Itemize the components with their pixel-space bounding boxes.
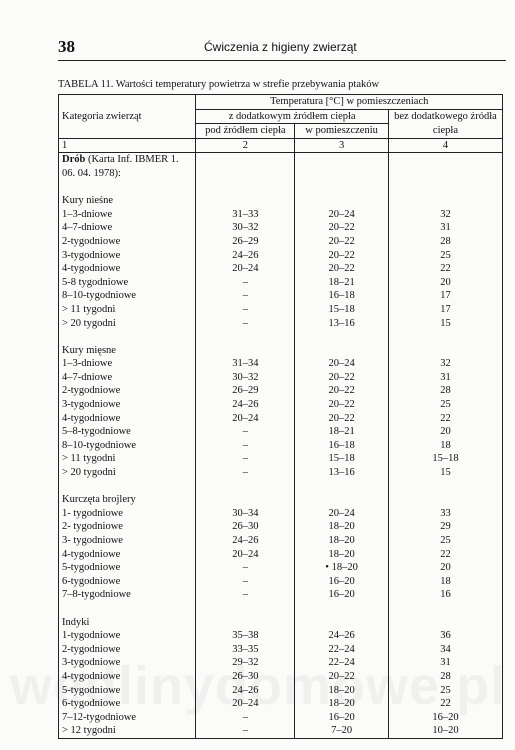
value-cell-c3	[295, 344, 389, 358]
row-label: 4–7-dniowe	[62, 371, 113, 383]
table-row	[59, 235, 503, 249]
value-cell-c2: 33–35	[196, 643, 295, 657]
value-cell-c4	[388, 194, 502, 208]
value-cell-c4: 15	[388, 317, 502, 331]
table-row	[59, 167, 503, 181]
value-cell-c2: 30–34	[196, 507, 295, 521]
value-cell-c4: 31	[388, 221, 502, 235]
row-category-cell	[59, 602, 196, 616]
value-cell-c2: 31–33	[196, 208, 295, 222]
value-cell-c2: 20–24	[196, 697, 295, 711]
column-number-3: 3	[295, 138, 389, 153]
row-category-cell	[59, 153, 196, 167]
value-cell-c3: 20–22	[295, 262, 389, 276]
table-row	[59, 276, 503, 290]
row-category-cell	[59, 480, 196, 494]
value-cell-c4: 20	[388, 561, 502, 575]
value-cell-c2: –	[196, 575, 295, 589]
value-cell-c2: 24–26	[196, 534, 295, 548]
row-label: 3-tygodniowe	[62, 399, 121, 411]
value-cell-c3: 22–24	[295, 643, 389, 657]
value-cell-c4	[388, 181, 502, 195]
table-row	[59, 493, 503, 507]
value-cell-c3: 15–18	[295, 452, 389, 466]
running-head: Ćwiczenia z higieny zwierząt	[204, 40, 357, 54]
value-cell-c4: 18	[388, 575, 502, 589]
row-label: 3-tygodniowe	[62, 249, 121, 261]
value-cell-c4: 20	[388, 425, 502, 439]
value-cell-c4: 22	[388, 412, 502, 426]
row-category-cell	[59, 588, 196, 602]
row-category-cell	[59, 194, 196, 208]
row-label: Indyki	[62, 616, 90, 628]
value-cell-c2	[196, 167, 295, 181]
value-cell-c3: 20–24	[295, 208, 389, 222]
row-category-cell	[59, 412, 196, 426]
value-cell-c2: 24–26	[196, 249, 295, 263]
table-row	[59, 466, 503, 480]
row-label: 7–12-tygodniowe	[62, 711, 137, 723]
table-row	[59, 303, 503, 317]
row-category-cell	[59, 262, 196, 276]
value-cell-c4: 25	[388, 534, 502, 548]
column-number-1: 1	[59, 138, 196, 153]
value-cell-c4	[388, 167, 502, 181]
value-cell-c2: 35–38	[196, 629, 295, 643]
row-category-cell	[59, 684, 196, 698]
table-row	[59, 561, 503, 575]
value-cell-c4: 15	[388, 466, 502, 480]
value-cell-c2: –	[196, 724, 295, 738]
value-cell-c4: 17	[388, 289, 502, 303]
row-label: 2-tygodniowe	[62, 385, 121, 397]
value-cell-c3: 16–20	[295, 575, 389, 589]
value-cell-c2	[196, 493, 295, 507]
value-cell-c3: 18–20	[295, 684, 389, 698]
table-row	[59, 711, 503, 725]
table-row	[59, 684, 503, 698]
value-cell-c2: –	[196, 317, 295, 331]
value-cell-c2	[196, 616, 295, 630]
value-cell-c3	[295, 181, 389, 195]
row-category-cell	[59, 670, 196, 684]
value-cell-c3: 16–20	[295, 711, 389, 725]
row-category-cell	[59, 507, 196, 521]
value-cell-c3	[295, 194, 389, 208]
row-label: 3- tygodniowe	[62, 535, 123, 546]
value-cell-c4: 25	[388, 684, 502, 698]
value-cell-c2	[196, 330, 295, 344]
value-cell-c4: 25	[388, 398, 502, 412]
table-row	[59, 643, 503, 657]
row-category-cell	[59, 398, 196, 412]
row-category-cell	[59, 534, 196, 548]
row-category-cell	[59, 548, 196, 562]
row-label: > 20 tygodni	[62, 317, 116, 329]
value-cell-c3: 20–22	[295, 398, 389, 412]
value-cell-c2	[196, 181, 295, 195]
row-category-cell	[59, 697, 196, 711]
value-cell-c2: –	[196, 711, 295, 725]
value-cell-c2: 30–32	[196, 371, 295, 385]
table-row	[59, 412, 503, 426]
value-cell-c3	[295, 480, 389, 494]
table-row	[59, 398, 503, 412]
row-label: 5-8 tygodniowe	[62, 276, 129, 288]
table-row	[59, 588, 503, 602]
value-cell-c4: 33	[388, 507, 502, 521]
value-cell-c4: 31	[388, 656, 502, 670]
row-category-cell	[59, 167, 196, 181]
row-label: > 11 tygodni	[62, 303, 116, 315]
value-cell-c3: 20–22	[295, 221, 389, 235]
value-cell-c2: 20–24	[196, 262, 295, 276]
value-cell-c3: 20–22	[295, 670, 389, 684]
column-number-2: 2	[196, 138, 295, 153]
value-cell-c4: 36	[388, 629, 502, 643]
value-cell-c3	[295, 493, 389, 507]
column-number-4: 4	[388, 138, 502, 153]
value-cell-c3: 18–21	[295, 425, 389, 439]
row-category-cell	[59, 276, 196, 290]
row-label: > 12 tygodni	[62, 725, 116, 737]
row-label: > 11 tygodni	[62, 453, 116, 465]
table-row	[59, 724, 503, 738]
value-cell-c3: 20–24	[295, 357, 389, 371]
row-label: Kurczęta brojlery	[62, 494, 136, 506]
row-label: 4–7-dniowe	[62, 222, 113, 234]
value-cell-c3	[295, 167, 389, 181]
table-row	[59, 520, 503, 534]
row-category-cell	[59, 181, 196, 195]
row-label: 7–8-tygodniowe	[62, 589, 131, 601]
value-cell-c3: 13–16	[295, 466, 389, 480]
value-cell-c3: 20–22	[295, 412, 389, 426]
row-category-cell	[59, 235, 196, 249]
value-cell-c2: 26–30	[196, 670, 295, 684]
value-cell-c2: 26–30	[196, 520, 295, 534]
row-label: Kury nieśne	[62, 195, 114, 207]
row-label: > 20 tygodni	[62, 467, 116, 479]
value-cell-c3	[295, 602, 389, 616]
value-cell-c2	[196, 602, 295, 616]
row-category-cell	[59, 221, 196, 235]
row-category-cell	[59, 575, 196, 589]
value-cell-c3: 16–18	[295, 289, 389, 303]
temperature-table	[58, 94, 503, 739]
value-cell-c2: 26–29	[196, 235, 295, 249]
row-category-cell	[59, 656, 196, 670]
table-row	[59, 656, 503, 670]
row-category-cell	[59, 344, 196, 358]
value-cell-c3: 20–22	[295, 384, 389, 398]
value-cell-c3: 24–26	[295, 629, 389, 643]
table-row	[59, 317, 503, 331]
table-row	[59, 330, 503, 344]
value-cell-c2: –	[196, 276, 295, 290]
table-row	[59, 697, 503, 711]
row-label: 4-tygodniowe	[62, 263, 121, 275]
value-cell-c3: 20–22	[295, 249, 389, 263]
value-cell-c3: 20–24	[295, 507, 389, 521]
row-label: 1–3-dniowe	[62, 208, 113, 220]
value-cell-c3: 7–20	[295, 724, 389, 738]
value-cell-c4	[388, 602, 502, 616]
table-row	[59, 153, 503, 167]
value-cell-c4: 18	[388, 439, 502, 453]
value-cell-c2: 20–24	[196, 548, 295, 562]
value-cell-c2	[196, 153, 295, 167]
table-row	[59, 439, 503, 453]
row-category-cell	[59, 493, 196, 507]
value-cell-c2: –	[196, 439, 295, 453]
value-cell-c4: 31	[388, 371, 502, 385]
table-row	[59, 194, 503, 208]
row-category-cell	[59, 439, 196, 453]
table-row	[59, 670, 503, 684]
row-category-cell	[59, 357, 196, 371]
row-category-cell	[59, 724, 196, 738]
row-label: 5–8-tygodniowe	[62, 426, 131, 438]
table-row	[59, 534, 503, 548]
row-label: 2-tygodniowe	[62, 235, 121, 247]
row-category-cell	[59, 520, 196, 534]
value-cell-c3: • 18–20	[295, 561, 389, 575]
table-row	[59, 452, 503, 466]
table-row	[59, 289, 503, 303]
value-cell-c3: 22–24	[295, 656, 389, 670]
table-row	[59, 221, 503, 235]
value-cell-c4: 32	[388, 208, 502, 222]
value-cell-c4	[388, 493, 502, 507]
row-label: 3-tygodniowe	[62, 657, 121, 669]
value-cell-c4: 22	[388, 548, 502, 562]
value-cell-c3: 20–22	[295, 371, 389, 385]
table-row	[59, 425, 503, 439]
row-label: 6-tygodniowe	[62, 698, 121, 710]
value-cell-c4: 16–20	[388, 711, 502, 725]
value-cell-c3: 18–21	[295, 276, 389, 290]
value-cell-c3: 16–20	[295, 588, 389, 602]
value-cell-c2	[196, 194, 295, 208]
row-category-cell	[59, 452, 196, 466]
table-row	[59, 208, 503, 222]
value-cell-c4: 16	[388, 588, 502, 602]
value-cell-c4: 25	[388, 249, 502, 263]
value-cell-c2: –	[196, 561, 295, 575]
value-cell-c4	[388, 480, 502, 494]
value-cell-c3: 18–20	[295, 534, 389, 548]
value-cell-c4	[388, 616, 502, 630]
table-row	[59, 357, 503, 371]
row-label: 06. 04. 1978):	[62, 167, 121, 179]
value-cell-c3: 18–20	[295, 697, 389, 711]
value-cell-c4: 15–18	[388, 452, 502, 466]
row-category-cell	[59, 249, 196, 263]
table-row	[59, 249, 503, 263]
value-cell-c3	[295, 153, 389, 167]
row-label: 8–10-tygodniowe	[62, 439, 137, 451]
table-row	[59, 262, 503, 276]
value-cell-c4: 28	[388, 384, 502, 398]
value-cell-c2: 31–34	[196, 357, 295, 371]
header-without-heat-source: bez dodatkowego źródła ciepła	[388, 109, 502, 138]
value-cell-c2: 26–29	[196, 384, 295, 398]
value-cell-c4: 22	[388, 697, 502, 711]
value-cell-c2: 20–24	[196, 412, 295, 426]
table-row	[59, 507, 503, 521]
value-cell-c2: 24–26	[196, 398, 295, 412]
value-cell-c3: 18–20	[295, 548, 389, 562]
row-label: 8–10-tygodniowe	[62, 290, 137, 302]
row-label: Kury mięsne	[62, 344, 116, 356]
row-category-cell	[59, 616, 196, 630]
value-cell-c4: 32	[388, 357, 502, 371]
value-cell-c3: 13–16	[295, 317, 389, 331]
row-category-cell	[59, 371, 196, 385]
table-row	[59, 384, 503, 398]
value-cell-c2: 30–32	[196, 221, 295, 235]
row-label: 5-tygodniowe	[62, 562, 121, 574]
value-cell-c4: 10–20	[388, 724, 502, 738]
row-category-cell	[59, 466, 196, 480]
row-label: 2- tygodniowe	[62, 521, 123, 533]
row-category-cell	[59, 289, 196, 303]
row-category-cell	[59, 643, 196, 657]
value-cell-c4	[388, 344, 502, 358]
row-label: 1- tygodniowe	[62, 507, 123, 519]
value-cell-c2: –	[196, 425, 295, 439]
row-category-cell	[59, 384, 196, 398]
value-cell-c3	[295, 616, 389, 630]
table-body	[59, 153, 503, 739]
row-label: 5-tygodniowe	[62, 684, 121, 696]
value-cell-c2: –	[196, 289, 295, 303]
header-temperature: Temperatura [°C] w pomieszczeniach	[196, 95, 503, 110]
row-category-cell	[59, 629, 196, 643]
page-number: 38	[58, 37, 75, 56]
row-category-cell	[59, 317, 196, 331]
row-label: 6-tygodniowe	[62, 575, 121, 587]
value-cell-c4: 29	[388, 520, 502, 534]
row-category-cell	[59, 208, 196, 222]
value-cell-c4	[388, 330, 502, 344]
value-cell-c3	[295, 330, 389, 344]
table-row	[59, 548, 503, 562]
table-row	[59, 575, 503, 589]
value-cell-c2	[196, 480, 295, 494]
value-cell-c2: –	[196, 466, 295, 480]
value-cell-c4: 34	[388, 643, 502, 657]
row-label: 1-tygodniowe	[62, 630, 121, 642]
header-category: Kategoria zwierząt	[59, 95, 196, 139]
value-cell-c4: 28	[388, 235, 502, 249]
value-cell-c2: –	[196, 303, 295, 317]
row-category-cell	[59, 303, 196, 317]
header-with-heat-source: z dodatkowym źródłem ciepła	[196, 109, 388, 124]
row-label-note: (Karta Inf. IBMER 1.	[85, 154, 179, 166]
value-cell-c2: 29–32	[196, 656, 295, 670]
row-label: Drób	[62, 154, 86, 166]
value-cell-c4: 20	[388, 276, 502, 290]
value-cell-c3: 20–22	[295, 235, 389, 249]
table-row	[59, 602, 503, 616]
row-category-cell	[59, 711, 196, 725]
row-category-cell	[59, 330, 196, 344]
header-under-source: pod źródłem ciepła	[196, 124, 295, 139]
value-cell-c2: –	[196, 452, 295, 466]
value-cell-c3: 16–18	[295, 439, 389, 453]
value-cell-c4: 28	[388, 670, 502, 684]
row-category-cell	[59, 561, 196, 575]
page-header	[58, 34, 506, 61]
value-cell-c2: –	[196, 588, 295, 602]
table-row	[59, 344, 503, 358]
table-row	[59, 616, 503, 630]
row-label: 4-tygodniowe	[62, 412, 121, 424]
row-label: 4-tygodniowe	[62, 548, 121, 560]
value-cell-c4: 22	[388, 262, 502, 276]
row-label: 4-tygodniowe	[62, 670, 121, 682]
table-row	[59, 629, 503, 643]
value-cell-c3: 15–18	[295, 303, 389, 317]
value-cell-c2: 24–26	[196, 684, 295, 698]
value-cell-c2	[196, 344, 295, 358]
table-row	[59, 480, 503, 494]
value-cell-c4: 17	[388, 303, 502, 317]
row-label: 1–3-dniowe	[62, 358, 113, 370]
row-label: 2-tygodniowe	[62, 643, 121, 655]
table-row	[59, 371, 503, 385]
value-cell-c4	[388, 153, 502, 167]
value-cell-c3: 18–20	[295, 520, 389, 534]
header-in-room: w pomieszczeniu	[295, 124, 389, 139]
table-caption: TABELA 11. Wartości temperatury powietrza w strefie przebywania ptaków	[58, 79, 380, 90]
row-category-cell	[59, 425, 196, 439]
table-row	[59, 181, 503, 195]
